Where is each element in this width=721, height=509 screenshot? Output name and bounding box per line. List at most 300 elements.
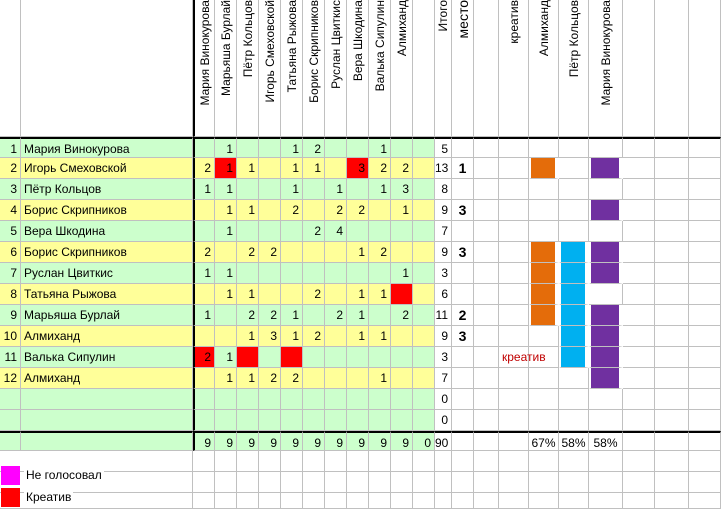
votes-sum-cell[interactable]: 9 (281, 431, 303, 451)
winner-cell[interactable] (559, 305, 589, 326)
empty-cell[interactable] (655, 431, 689, 451)
empty-cell[interactable] (623, 221, 655, 242)
vote-cell[interactable]: 1 (215, 200, 237, 221)
row-number[interactable] (0, 389, 21, 410)
winner-column-header[interactable] (589, 0, 623, 137)
empty-cell[interactable] (281, 493, 303, 509)
vote-cell[interactable] (215, 326, 237, 347)
footer-cell[interactable] (499, 431, 529, 451)
creative-cell[interactable] (499, 179, 529, 200)
vote-cell[interactable] (215, 305, 237, 326)
empty-cell[interactable] (413, 472, 435, 493)
vote-cell[interactable] (413, 410, 435, 431)
vote-cell[interactable]: 2 (369, 242, 391, 263)
vote-cell[interactable] (413, 158, 435, 179)
winner-cell[interactable] (589, 137, 623, 158)
votes-sum-cell[interactable]: 9 (347, 431, 369, 451)
vote-cell[interactable] (193, 284, 215, 305)
vote-cell[interactable] (347, 410, 369, 431)
vote-cell[interactable] (237, 221, 259, 242)
winner-cell[interactable] (529, 326, 559, 347)
vote-cell[interactable]: 3 (259, 326, 281, 347)
place-cell[interactable] (452, 263, 474, 284)
total-cell[interactable]: 0 (435, 389, 452, 410)
empty-cell[interactable] (193, 493, 215, 509)
vote-cell[interactable]: 2 (369, 158, 391, 179)
empty-cell[interactable] (452, 451, 474, 472)
vote-cell[interactable] (215, 389, 237, 410)
empty-cell[interactable] (391, 451, 413, 472)
vote-cell[interactable] (303, 305, 325, 326)
creative-cell[interactable] (499, 221, 529, 242)
vote-cell[interactable] (303, 200, 325, 221)
empty-cell[interactable] (689, 137, 721, 158)
empty-cell[interactable] (655, 179, 689, 200)
empty-cell[interactable] (623, 493, 655, 509)
row-number[interactable] (0, 410, 21, 431)
vote-cell[interactable]: 2 (281, 368, 303, 389)
spacer-cell[interactable] (474, 410, 499, 431)
empty-cell[interactable] (689, 347, 721, 368)
empty-cell[interactable] (259, 472, 281, 493)
empty-cell[interactable] (435, 472, 452, 493)
place-cell[interactable]: 3 (452, 242, 474, 263)
vote-cell[interactable]: 2 (303, 221, 325, 242)
vote-cell[interactable] (259, 200, 281, 221)
vote-cell[interactable] (391, 242, 413, 263)
spacer-cell[interactable] (474, 242, 499, 263)
winner-cell[interactable] (559, 389, 589, 410)
vote-cell[interactable]: 3 (347, 158, 369, 179)
winner-cell[interactable] (559, 242, 589, 263)
total-cell[interactable]: 6 (435, 284, 452, 305)
vote-cell[interactable]: 1 (347, 284, 369, 305)
empty-cell[interactable] (391, 472, 413, 493)
winner-cell[interactable] (589, 179, 623, 200)
vote-cell[interactable]: 2 (259, 368, 281, 389)
vote-cell[interactable]: 2 (193, 158, 215, 179)
vote-cell[interactable]: 4 (325, 221, 347, 242)
vote-cell[interactable]: 1 (237, 158, 259, 179)
empty-cell[interactable] (435, 493, 452, 509)
spacer-column[interactable] (474, 0, 499, 137)
empty-cell[interactable] (474, 493, 499, 509)
voter-column-header[interactable] (325, 0, 347, 137)
vote-cell[interactable] (237, 263, 259, 284)
vote-cell[interactable] (413, 389, 435, 410)
vote-cell[interactable] (369, 410, 391, 431)
vote-cell[interactable]: 1 (215, 263, 237, 284)
vote-cell[interactable]: 2 (347, 200, 369, 221)
vote-cell[interactable]: 2 (391, 305, 413, 326)
empty-cell[interactable] (655, 472, 689, 493)
vote-cell[interactable] (325, 158, 347, 179)
winner-cell[interactable] (589, 389, 623, 410)
vote-cell[interactable] (237, 137, 259, 158)
vote-cell[interactable] (259, 263, 281, 284)
creative-cell[interactable] (499, 137, 529, 158)
vote-cell[interactable] (413, 221, 435, 242)
voter-column-header[interactable] (281, 0, 303, 137)
empty-column[interactable] (623, 0, 655, 137)
empty-cell[interactable] (259, 451, 281, 472)
participant-name[interactable] (21, 389, 193, 410)
place-cell[interactable] (452, 284, 474, 305)
vote-cell[interactable] (237, 389, 259, 410)
vote-cell[interactable] (391, 389, 413, 410)
creative-cell[interactable] (499, 368, 529, 389)
footer-cell[interactable] (0, 431, 21, 451)
vote-cell[interactable] (347, 389, 369, 410)
empty-cell[interactable] (655, 347, 689, 368)
empty-cell[interactable] (303, 472, 325, 493)
empty-cell[interactable] (474, 451, 499, 472)
empty-cell[interactable] (529, 472, 559, 493)
empty-cell[interactable] (623, 200, 655, 221)
vote-cell[interactable] (281, 347, 303, 368)
vote-cell[interactable] (281, 410, 303, 431)
empty-cell[interactable] (529, 493, 559, 509)
vote-cell[interactable] (391, 347, 413, 368)
vote-cell[interactable] (325, 242, 347, 263)
empty-cell[interactable] (689, 242, 721, 263)
vote-cell[interactable] (193, 389, 215, 410)
empty-cell[interactable] (623, 347, 655, 368)
votes-sum-cell[interactable]: 9 (237, 431, 259, 451)
participant-name[interactable]: Борис Скрипников (21, 200, 193, 221)
vote-cell[interactable] (281, 221, 303, 242)
vote-cell[interactable] (259, 179, 281, 200)
spacer-cell[interactable] (474, 284, 499, 305)
winner-cell[interactable] (529, 158, 559, 179)
empty-cell[interactable] (655, 389, 689, 410)
row-number[interactable]: 4 (0, 200, 21, 221)
winner-cell[interactable] (559, 158, 589, 179)
vote-cell[interactable]: 1 (347, 326, 369, 347)
footer-cell[interactable] (474, 431, 499, 451)
vote-cell[interactable] (369, 347, 391, 368)
total-cell[interactable]: 9 (435, 200, 452, 221)
header-name-col[interactable] (21, 0, 193, 137)
vote-cell[interactable]: 1 (281, 326, 303, 347)
vote-cell[interactable]: 1 (215, 137, 237, 158)
winner-cell[interactable] (559, 263, 589, 284)
empty-cell[interactable] (655, 221, 689, 242)
vote-cell[interactable] (325, 284, 347, 305)
vote-cell[interactable] (391, 221, 413, 242)
vote-cell[interactable]: 3 (391, 179, 413, 200)
votes-sum-cell[interactable]: 9 (259, 431, 281, 451)
vote-cell[interactable] (413, 326, 435, 347)
row-number[interactable]: 7 (0, 263, 21, 284)
grand-total-cell[interactable]: 90 (435, 431, 452, 451)
place-column-header[interactable] (452, 0, 474, 137)
empty-cell[interactable] (655, 410, 689, 431)
winner-cell[interactable] (559, 347, 589, 368)
empty-cell[interactable] (623, 284, 655, 305)
vote-cell[interactable]: 1 (237, 284, 259, 305)
empty-cell[interactable] (237, 451, 259, 472)
row-number[interactable]: 5 (0, 221, 21, 242)
winner-cell[interactable] (589, 326, 623, 347)
vote-cell[interactable]: 1 (281, 305, 303, 326)
winner-cell[interactable] (559, 368, 589, 389)
empty-cell[interactable] (452, 472, 474, 493)
total-cell[interactable]: 5 (435, 137, 452, 158)
total-cell[interactable]: 7 (435, 221, 452, 242)
empty-cell[interactable] (623, 305, 655, 326)
vote-cell[interactable]: 2 (281, 200, 303, 221)
vote-cell[interactable] (303, 410, 325, 431)
empty-cell[interactable] (413, 451, 435, 472)
vote-cell[interactable]: 1 (347, 242, 369, 263)
empty-cell[interactable] (193, 451, 215, 472)
total-cell[interactable]: 7 (435, 368, 452, 389)
participant-name[interactable]: Игорь Смеховской (21, 158, 193, 179)
row-number[interactable]: 3 (0, 179, 21, 200)
vote-cell[interactable] (193, 368, 215, 389)
creative-cell[interactable] (499, 284, 529, 305)
empty-cell[interactable] (689, 305, 721, 326)
vote-cell[interactable] (369, 221, 391, 242)
vote-cell[interactable] (281, 263, 303, 284)
participant-name[interactable]: Валька Сипулин (21, 347, 193, 368)
empty-cell[interactable] (435, 451, 452, 472)
place-cell[interactable] (452, 368, 474, 389)
vote-cell[interactable] (413, 284, 435, 305)
creative-cell[interactable] (499, 242, 529, 263)
winner-percent-cell[interactable]: 58% (559, 431, 589, 451)
winner-cell[interactable] (529, 242, 559, 263)
vote-cell[interactable] (413, 179, 435, 200)
empty-cell[interactable] (413, 493, 435, 509)
vote-cell[interactable] (259, 158, 281, 179)
winner-cell[interactable] (559, 200, 589, 221)
vote-cell[interactable] (237, 347, 259, 368)
row-number[interactable]: 2 (0, 158, 21, 179)
vote-cell[interactable] (413, 263, 435, 284)
votes-sum-cell[interactable]: 9 (325, 431, 347, 451)
empty-cell[interactable] (325, 493, 347, 509)
vote-cell[interactable] (413, 305, 435, 326)
total-cell[interactable]: 9 (435, 242, 452, 263)
spacer-cell[interactable] (474, 263, 499, 284)
empty-cell[interactable] (499, 472, 529, 493)
empty-cell[interactable] (529, 451, 559, 472)
empty-cell[interactable] (559, 451, 589, 472)
empty-cell[interactable] (347, 451, 369, 472)
voter-column-header[interactable] (347, 0, 369, 137)
vote-cell[interactable] (193, 137, 215, 158)
vote-cell[interactable]: 2 (193, 242, 215, 263)
place-cell[interactable] (452, 221, 474, 242)
empty-cell[interactable] (623, 242, 655, 263)
vote-cell[interactable] (413, 200, 435, 221)
spacer-cell[interactable] (474, 326, 499, 347)
vote-cell[interactable]: 1 (193, 263, 215, 284)
vote-cell[interactable] (391, 137, 413, 158)
winner-percent-cell[interactable]: 67% (529, 431, 559, 451)
vote-cell[interactable]: 1 (391, 263, 413, 284)
total-cell[interactable]: 8 (435, 179, 452, 200)
vote-cell[interactable] (303, 263, 325, 284)
row-number[interactable]: 12 (0, 368, 21, 389)
vote-cell[interactable] (413, 347, 435, 368)
voter-column-header[interactable] (391, 0, 413, 137)
vote-cell[interactable] (325, 137, 347, 158)
total-cell[interactable]: 13 (435, 158, 452, 179)
vote-cell[interactable] (259, 389, 281, 410)
vote-cell[interactable]: 1 (347, 305, 369, 326)
participant-name[interactable]: Алмиханд (21, 368, 193, 389)
vote-cell[interactable] (281, 389, 303, 410)
empty-cell[interactable] (589, 493, 623, 509)
place-cell[interactable] (452, 137, 474, 158)
vote-cell[interactable]: 2 (303, 284, 325, 305)
vote-cell[interactable] (347, 263, 369, 284)
row-number[interactable]: 9 (0, 305, 21, 326)
vote-cell[interactable]: 1 (193, 305, 215, 326)
vote-cell[interactable] (347, 137, 369, 158)
winner-cell[interactable] (589, 158, 623, 179)
empty-cell[interactable] (623, 451, 655, 472)
creative-cell[interactable] (499, 158, 529, 179)
empty-cell[interactable] (689, 179, 721, 200)
empty-cell[interactable] (215, 472, 237, 493)
empty-cell[interactable] (369, 493, 391, 509)
total-cell[interactable]: 11 (435, 305, 452, 326)
vote-cell[interactable] (325, 410, 347, 431)
place-cell[interactable] (452, 179, 474, 200)
winner-cell[interactable] (589, 368, 623, 389)
voter-column-header[interactable] (237, 0, 259, 137)
vote-cell[interactable]: 1 (215, 347, 237, 368)
empty-cell[interactable] (655, 284, 689, 305)
empty-cell[interactable] (655, 368, 689, 389)
empty-cell[interactable] (623, 368, 655, 389)
vote-cell[interactable] (413, 242, 435, 263)
vote-cell[interactable] (391, 326, 413, 347)
total-cell[interactable]: 3 (435, 347, 452, 368)
vote-cell[interactable] (259, 410, 281, 431)
place-cell[interactable]: 3 (452, 326, 474, 347)
vote-cell[interactable]: 1 (237, 368, 259, 389)
vote-cell[interactable]: 2 (391, 158, 413, 179)
vote-cell[interactable]: 2 (237, 242, 259, 263)
empty-cell[interactable] (655, 326, 689, 347)
votes-sum-cell[interactable]: 9 (369, 431, 391, 451)
creative-column-header[interactable] (499, 0, 529, 137)
vote-cell[interactable]: 1 (215, 221, 237, 242)
empty-cell[interactable] (589, 472, 623, 493)
vote-cell[interactable] (259, 221, 281, 242)
spacer-cell[interactable] (474, 137, 499, 158)
winner-cell[interactable] (589, 221, 623, 242)
vote-cell[interactable]: 1 (369, 137, 391, 158)
vote-cell[interactable] (193, 200, 215, 221)
empty-cell[interactable] (655, 493, 689, 509)
empty-cell[interactable] (655, 137, 689, 158)
empty-cell[interactable] (623, 410, 655, 431)
vote-cell[interactable]: 1 (237, 326, 259, 347)
empty-cell[interactable] (689, 158, 721, 179)
empty-cell[interactable] (193, 472, 215, 493)
empty-cell[interactable] (215, 451, 237, 472)
row-number[interactable]: 6 (0, 242, 21, 263)
vote-cell[interactable] (347, 347, 369, 368)
vote-cell[interactable] (193, 410, 215, 431)
empty-cell[interactable] (689, 431, 721, 451)
empty-cell[interactable] (623, 179, 655, 200)
winner-column-header[interactable] (559, 0, 589, 137)
winner-cell[interactable] (589, 410, 623, 431)
empty-cell[interactable] (474, 472, 499, 493)
empty-cell[interactable] (559, 472, 589, 493)
place-cell[interactable]: 2 (452, 305, 474, 326)
empty-cell[interactable] (281, 472, 303, 493)
empty-cell[interactable] (623, 431, 655, 451)
vote-cell[interactable] (281, 242, 303, 263)
vote-cell[interactable] (259, 347, 281, 368)
vote-cell[interactable]: 2 (303, 137, 325, 158)
empty-cell[interactable] (589, 451, 623, 472)
empty-cell[interactable] (623, 137, 655, 158)
winner-cell[interactable] (589, 305, 623, 326)
empty-cell[interactable] (499, 451, 529, 472)
votes-sum-cell[interactable]: 9 (303, 431, 325, 451)
vote-cell[interactable]: 2 (325, 200, 347, 221)
empty-cell[interactable] (325, 451, 347, 472)
empty-cell[interactable] (689, 368, 721, 389)
vote-cell[interactable]: 1 (215, 368, 237, 389)
spacer-cell[interactable] (474, 200, 499, 221)
vote-cell[interactable]: 1 (193, 179, 215, 200)
vote-cell[interactable] (303, 242, 325, 263)
voter-column-header[interactable] (215, 0, 237, 137)
empty-cell[interactable] (237, 493, 259, 509)
place-cell[interactable] (452, 389, 474, 410)
spacer-cell[interactable] (474, 368, 499, 389)
header-corner[interactable] (0, 0, 21, 137)
empty-cell[interactable] (655, 263, 689, 284)
empty-cell[interactable] (623, 263, 655, 284)
creative-cell[interactable] (499, 200, 529, 221)
winner-column-header[interactable] (529, 0, 559, 137)
vote-cell[interactable]: 2 (303, 326, 325, 347)
winner-cell[interactable] (589, 347, 623, 368)
row-number[interactable]: 10 (0, 326, 21, 347)
vote-cell[interactable]: 1 (215, 284, 237, 305)
vote-cell[interactable] (369, 200, 391, 221)
votes-sum-cell[interactable]: 9 (391, 431, 413, 451)
vote-cell[interactable] (259, 137, 281, 158)
spacer-cell[interactable] (474, 389, 499, 410)
empty-cell[interactable] (623, 158, 655, 179)
footer-cell[interactable] (21, 431, 193, 451)
vote-cell[interactable]: 1 (369, 179, 391, 200)
vote-cell[interactable] (391, 410, 413, 431)
vote-cell[interactable]: 1 (215, 158, 237, 179)
vote-cell[interactable] (259, 284, 281, 305)
empty-cell[interactable] (689, 472, 721, 493)
vote-cell[interactable]: 2 (193, 347, 215, 368)
vote-cell[interactable] (347, 368, 369, 389)
participant-name[interactable] (21, 410, 193, 431)
winner-cell[interactable] (589, 263, 623, 284)
winner-cell[interactable] (529, 137, 559, 158)
vote-cell[interactable] (413, 137, 435, 158)
vote-cell[interactable]: 1 (281, 137, 303, 158)
